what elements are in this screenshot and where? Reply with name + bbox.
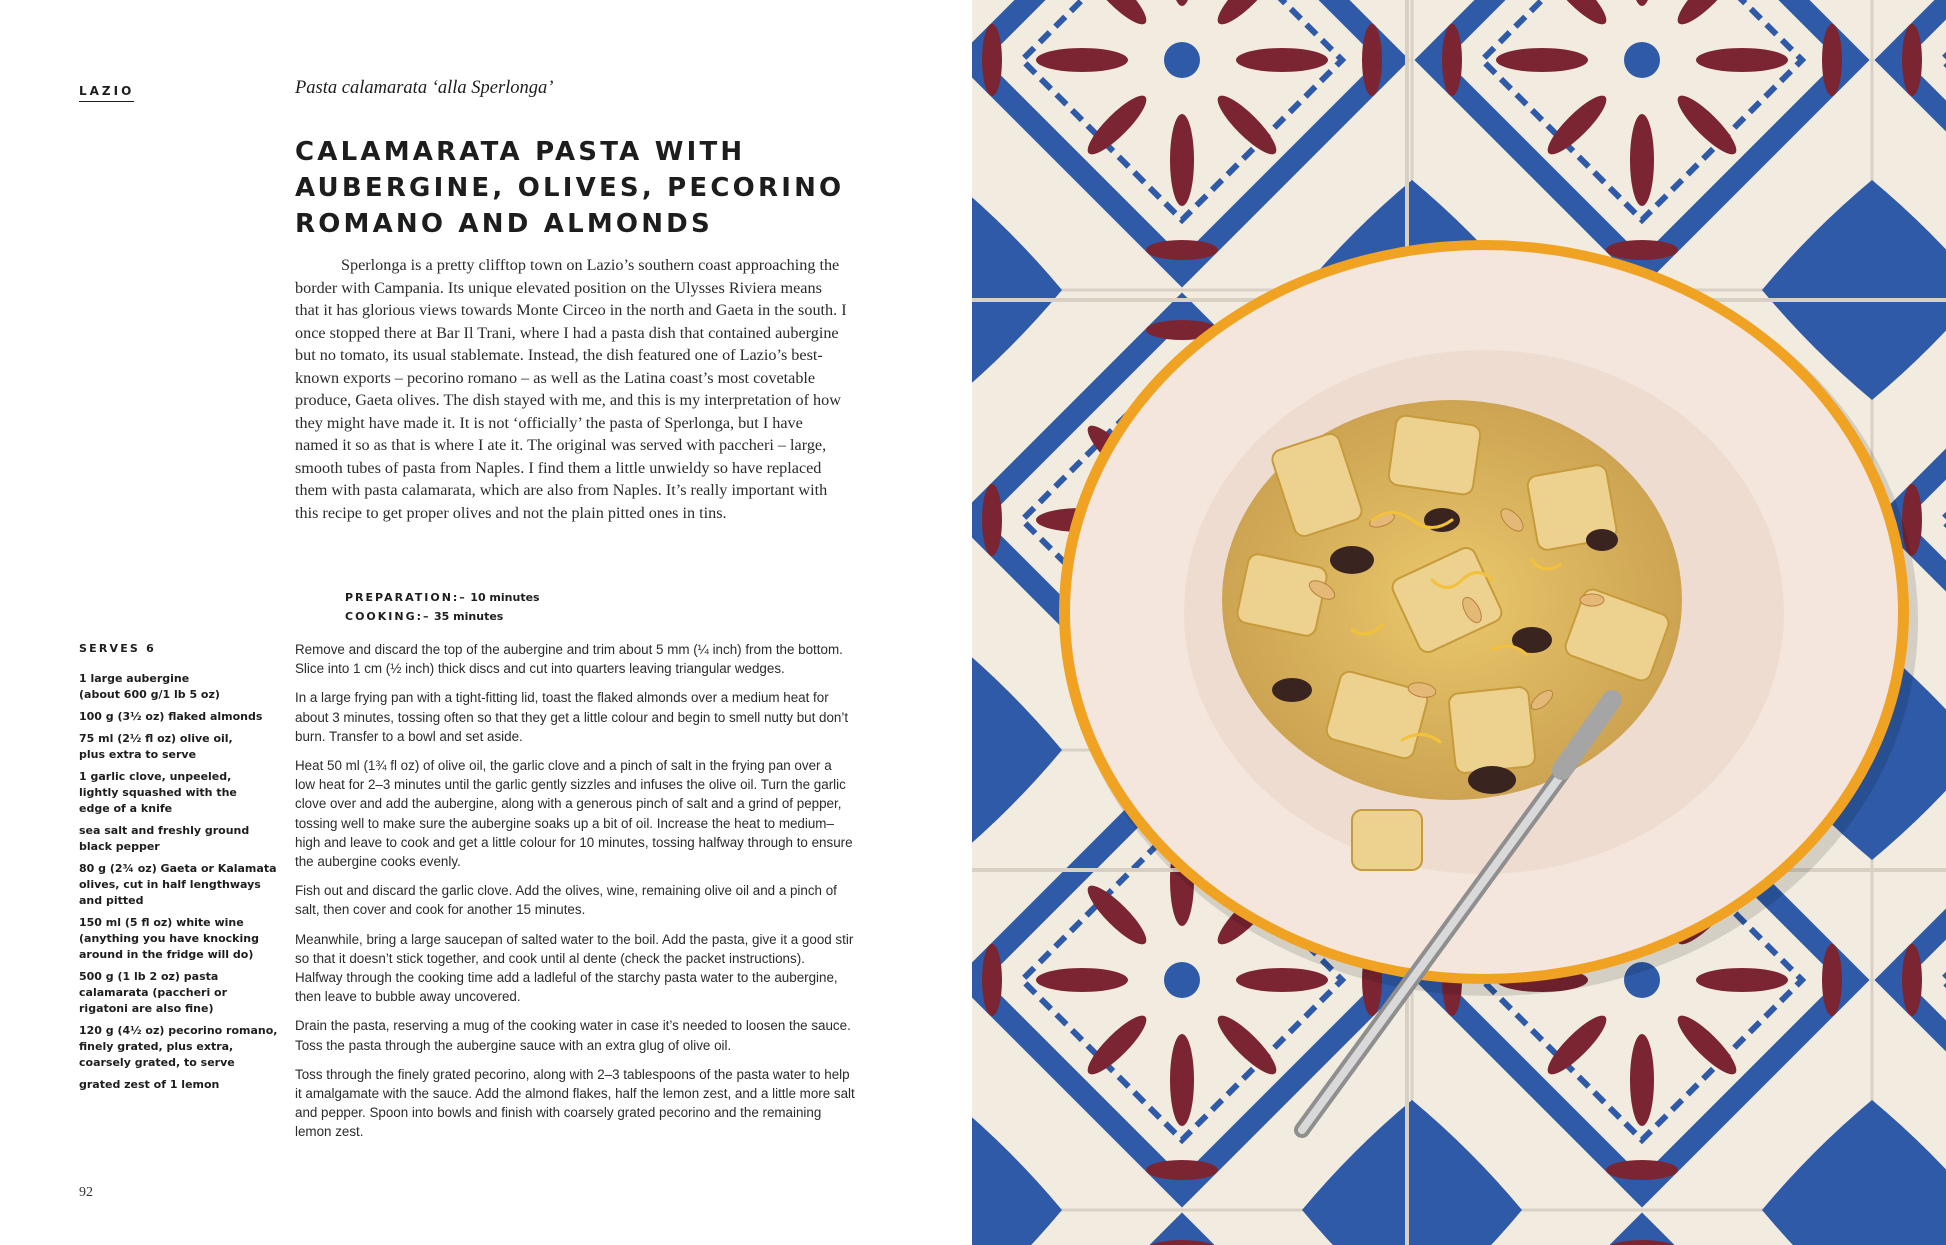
ingredient-item: 500 g (1 lb 2 oz) pasta calamarata (paccheri or rigatoni are also fine) [79,970,228,1015]
left-page [0,0,972,1245]
cooking-value: 35 minutes [434,610,504,623]
preparation-label: PREPARATION:– [345,591,467,604]
ingredient-item: 1 large aubergine (about 600 g/1 lb 5 oz) [79,672,220,701]
right-page [972,0,1946,1245]
ingredient-item: 150 ml (5 fl oz) white wine (anything you have knocking around in the fridge will do) [79,916,259,961]
method-step: Remove and discard the top of the aubergine and trim about 5 mm (¼ inch) from the bottom. Slice into 1 cm (½ inch) thick discs and cut into quarters leaving triangular wedges. [295,642,843,677]
method-step: Heat 50 ml (1¾ fl oz) of olive oil, the garlic clove and a pinch of salt in the frying pan over a low heat for 2–3 minutes until the garlic gently sizzles and infuses the olive oil. Turn the garlic clove over and add the aubergine, along with a generous pinch of salt and a grind of pepper, tossing well to make sure the aubergine soaks up a bit of oil. Increase the heat to medium–high and leave to cook and get a little colour for 10 minutes, tossing halfway through to ensure the aubergine cooks evenly. [295,758,853,870]
method-steps [295,640,855,1152]
ingredient-item: 75 ml (2½ fl oz) olive oil, plus extra to serve [79,732,233,761]
cooking-label: COOKING:– [345,610,431,623]
method-step: Fish out and discard the garlic clove. Add the olives, wine, remaining olive oil and a pinch of salt, then cover and cook for another 15 minutes. [295,883,837,918]
preparation-line [345,588,540,607]
pasta-dish-photo [972,0,1946,1245]
method-step: Meanwhile, bring a large saucepan of salted water to the boil. Add the pasta, give it a good stir so that it doesn’t stick together, and cook until al dente (check the packet instructions). Halfway through the cooking time add a ladleful of the starchy pasta water to the aubergine, then leave to bubble away uncovered. [295,931,854,1005]
recipe-subtitle: Pasta calamarata ‘alla Sperlonga’ [295,78,554,98]
section-label: LAZIO [79,84,134,102]
ingredient-item: sea salt and freshly ground black pepper [79,824,250,853]
method-step: Drain the pasta, reserving a mug of the cooking water in case it’s needed to loosen the sauce. Toss the pasta through the aubergine sauce with an extra glug of olive oil. [295,1018,851,1053]
timing-block [345,588,540,626]
page-number: 92 [79,1185,93,1200]
ingredients-list [79,671,279,1099]
method-step: In a large frying pan with a tight-fitting lid, toast the flaked almonds over a medium heat for about 3 minutes, tossing often so that they get a little colour and begin to smell nutty but don’t burn. Transfer to a bowl and set aside. [295,690,849,744]
recipe-title: CALAMARATA PASTA WITH AUBERGINE, OLIVES, PECORINO ROMANO AND ALMONDS [295,137,845,239]
method-step: Toss through the finely grated pecorino, along with 2–3 tablespoons of the pasta water to help it amalgamate with the sauce. Add the almond flakes, half the lemon zest, and a little more salt and pepper. Spoon into bowls and finish with coarsely grated pecorino and the remaining lemon zest. [295,1066,855,1140]
ingredient-item: 80 g (2¾ oz) Gaeta or Kalamata olives, cut in half lengthways and pitted [79,862,277,907]
recipe-intro: Sperlonga is a pretty clifftop town on Lazio’s southern coast approaching the border with Campania. Its unique elevated position on the Ulysses Riviera means that it has glorious views towards Monte Circeo in the north and Gaeta in the south. I once stopped there at Bar Il Trani, where I had a pasta dish that contained aubergine but no tomato, its usual stablemate. Instead, the dish featured one of Lazio’s best-known exports – pecorino romano – as well as the Latina coast’s most covetable produce, Gaeta olives. The dish stayed with me, and this is my interpretation of how they might have made it. It is not ‘officially’ the pasta of Sperlonga, but I have named it so as that is where I ate it. The original was served with paccheri – large, smooth tubes of pasta from Naples. I find them a little unwieldy so have replaced them with pasta calamarata, which are also from Naples. It’s really important with this recipe to get proper olives and not the plain pitted ones in tins. [295,256,847,522]
ingredient-item: 100 g (3½ oz) flaked almonds [79,710,263,723]
preparation-value: 10 minutes [470,591,540,604]
cooking-line [345,607,540,626]
ingredient-item: grated zest of 1 lemon [79,1078,220,1091]
ingredient-item: 1 garlic clove, unpeeled, lightly squashed with the edge of a knife [79,770,237,815]
ingredient-item: 120 g (4½ oz) pecorino romano, finely grated, plus extra, coarsely grated, to serve [79,1024,278,1069]
serves-label: SERVES 6 [79,642,156,655]
